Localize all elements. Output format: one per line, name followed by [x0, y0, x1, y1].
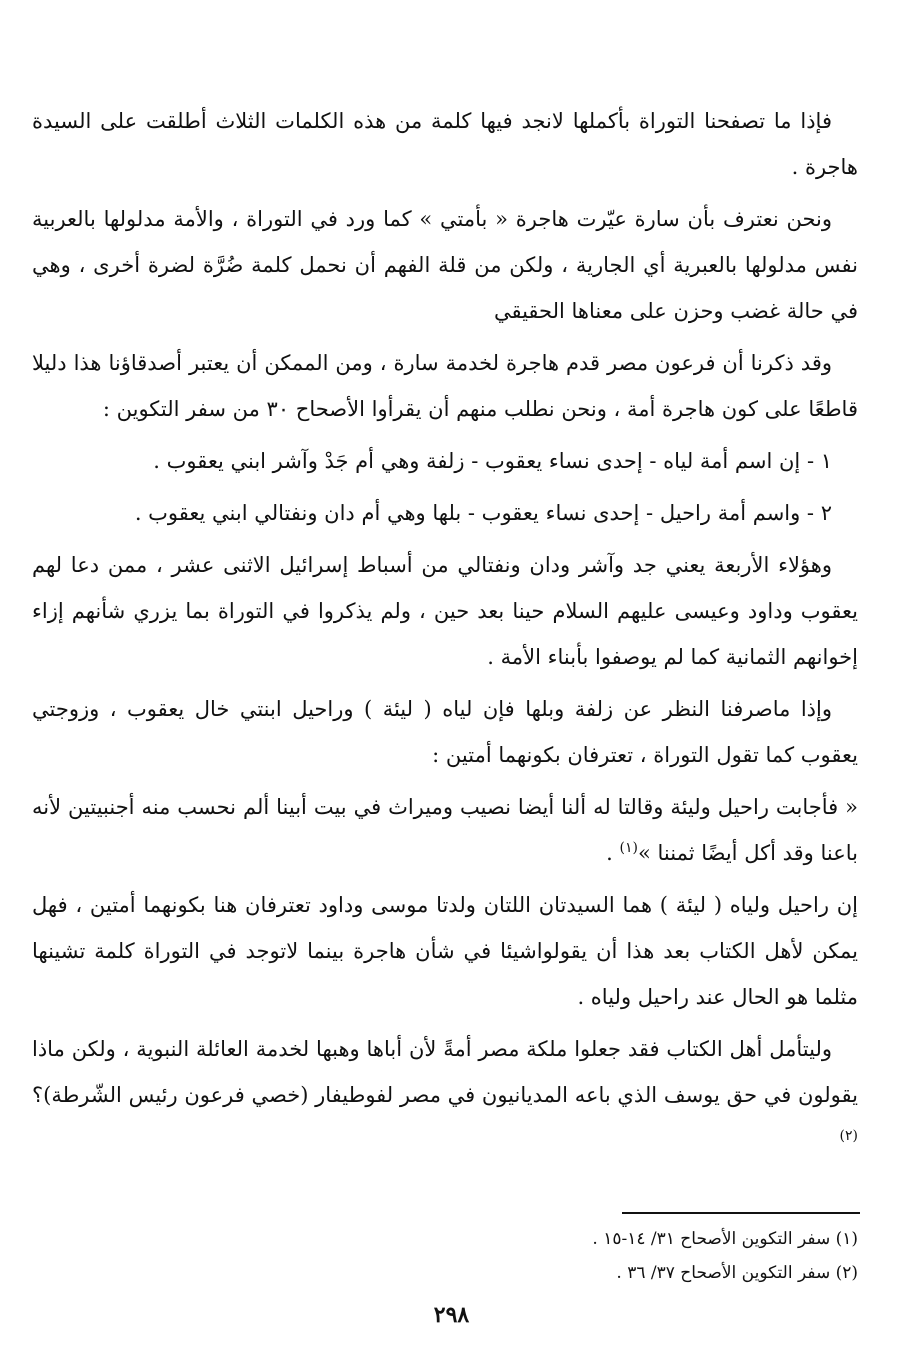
footnote-divider: [622, 1212, 860, 1214]
list-item-1: ١ - إن اسم أمة لياه - إحدى نساء يعقوب - زلفة وهي أم جَدْ وآشر ابني يعقوب .: [153, 449, 832, 473]
list-item-2: ٢ - واسم أمة راحيل - إحدى نساء يعقوب - بلها وهي أم دان ونفتالي ابني يعقوب .: [134, 501, 832, 525]
footnote-1: (١) سفر التكوين الأصحاح ٣١/ ١٤-١٥ .: [592, 1229, 858, 1249]
footnotes: [32, 1222, 858, 1290]
quote-paragraph: [32, 784, 858, 876]
paragraph-7: [32, 1026, 858, 1164]
page-number: ٢٩٨: [433, 1302, 470, 1328]
paragraph-6: إن راحيل ولياه ( ليئة ) هما السيدتان اللتان ولدتا موسى وداود تعترفان هنا بكونهما أمتين ، فهل يمكن لأهل الكتاب بعد هذا أن يقولواشيئا في شأن هاجرة بينما لاتوجد في التوراة كلمة تشينها مثلما هو الحال عند راحيل ولياه .: [32, 893, 858, 1009]
paragraph-4: وهؤلاء الأربعة يعني جد وآشر ودان ونفتالي من أسباط إسرائيل الاثنى عشر ، ممن دعا لهم يعقوب وداود وعيسى عليهم السلام حينا بعد حين ، ولم يذكروا في التوراة بما يزري شأنهم إزاء إخوانهم الثمانية كما لم يوصفوا بأبناء الأمة .: [32, 553, 858, 669]
quote-text: « فأجابت راحيل وليئة وقالتا له ألنا أيضا نصيب وميراث في بيت أبينا ألم نحسب منه أجنبيتين لأنه باعنا وقد أكل أيضًا ثمننا »: [32, 795, 858, 865]
quote-end: .: [606, 841, 620, 865]
page-body: [32, 98, 858, 1170]
paragraph-5: وإذا ماصرفنا النظر عن زلفة وبلها فإن لياه ( ليئة ) وراحيل ابنتي خال يعقوب ، وزوجتي يعقوب كما تقول التوراة ، تعترفان بكونهما أمتين :: [32, 697, 858, 767]
paragraph-3: وقد ذكرنا أن فرعون مصر قدم هاجرة لخدمة سارة ، ومن الممكن أن يعتبر أصدقاؤنا هذا دليلا قاطعًا على كون هاجرة أمة ، ونحن نطلب منهم أن يقرأوا الأصحاح ٣٠ من سفر التكوين :: [32, 351, 858, 421]
footnote-ref-1: (١): [619, 840, 638, 856]
footnote-ref-2: (٢): [839, 1128, 858, 1144]
footnote-2: (٢) سفر التكوين الأصحاح ٣٧/ ٣٦ .: [616, 1263, 858, 1283]
paragraph-7-text: وليتأمل أهل الكتاب فقد جعلوا ملكة مصر أمةً لأن أباها وهبها لخدمة العائلة النبوية ، ولكن ماذا يقولون في حق يوسف الذي باعه المديانيون في مصر لفوطيفار (خصي فرعون رئيس الشّرطة)؟: [32, 1037, 858, 1107]
paragraph-1: فإذا ما تصفحنا التوراة بأكملها لانجد فيها كلمة من هذه الكلمات الثلاث أطلقت على السيدة هاجرة .: [32, 109, 858, 179]
paragraph-2: ونحن نعترف بأن سارة عيّرت هاجرة « بأمتي » كما ورد في التوراة ، والأمة مدلولها بالعربية نفس مدلولها بالعبرية أي الجارية ، ولكن من قلة الفهم أن نحمل كلمة ضُرَّة لضرة أخرى ، وهي في حالة غضب وحزن على معناها الحقيقي: [32, 207, 858, 323]
